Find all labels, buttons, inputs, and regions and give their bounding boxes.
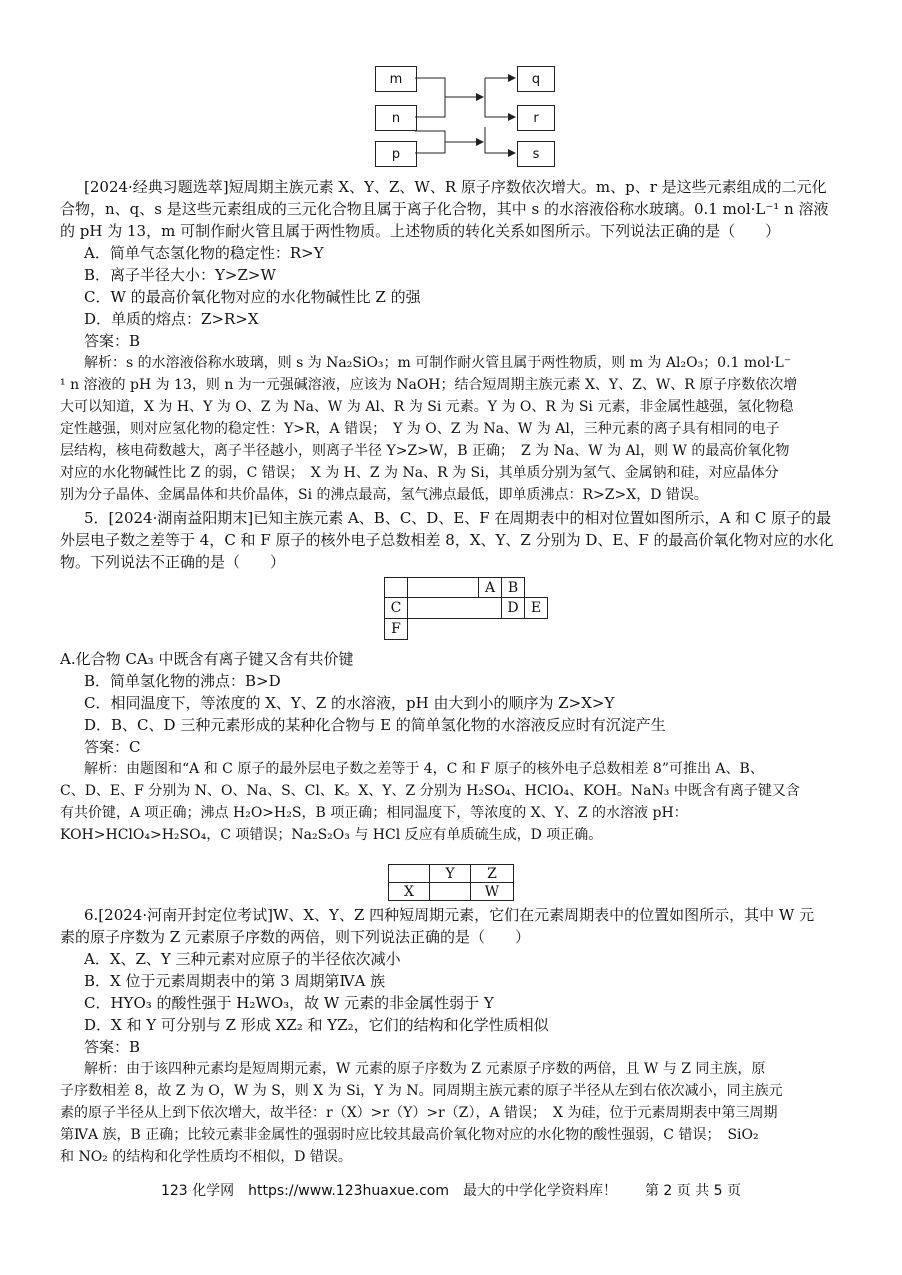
cell-d: D xyxy=(501,597,525,619)
cell-empty-1 xyxy=(388,864,430,883)
q4-stem-3: 的 pH 为 13，m 可制作耐火管且属于两性物质。上述物质的转化关系如图所示。下列说法正确的是（ ） xyxy=(60,222,781,240)
box-r: r xyxy=(517,105,555,131)
q4-option-a: A．简单气态氢化物的稳定性：R>Y xyxy=(84,244,324,262)
cell-x: X xyxy=(388,882,430,901)
q6-explanation-3: 素的原子半径从上到下依次增大，故半径：r（X）>r（Y）>r（Z），A 错误； X 为硅，位于元素周期表中第三周期 xyxy=(60,1105,778,1121)
q5-explanation-1: 解析：由题图和“A 和 C 原子的最外层电子数之差等于 4，C 和 F 原子的核外电子总数相差 8”可推出 A、B、 xyxy=(84,761,764,777)
q5-stem-3: 物。下列说法不正确的是（ ） xyxy=(60,553,286,571)
cell-z: Z xyxy=(470,864,514,883)
cell-w: W xyxy=(470,882,514,901)
cell-a: A xyxy=(478,577,502,598)
q5-option-a: A.化合物 CA₃ 中既含有离子键又含有共价键 xyxy=(60,650,354,668)
box-q: q xyxy=(517,66,555,92)
box-p: p xyxy=(375,141,417,167)
q5-explanation-4: KOH>HClO₄>H₂SO₄，C 项错误；Na₂S₂O₃ 与 HCl 反应有单质硫生成，D 项正确。 xyxy=(60,827,603,843)
q5-option-d: D．B、C、D 三种元素形成的某种化合物与 E 的简单氢化物的水溶液反应时有沉淀产生 xyxy=(84,716,666,734)
q6-explanation-2: 子序数相差 8，故 Z 为 O，W 为 S，则 X 为 Si，Y 为 N。同周期主族元素的原子半径从左到右依次减小，同主族元 xyxy=(60,1083,783,1099)
q6-stem-1: 6.[2024·河南开封定位考试]W、X、Y、Z 四种短周期元素，它们在元素周期表中的位置如图所示，其中 W 元 xyxy=(84,906,815,924)
q4-option-c: C．W 的最高价氧化物对应的水化物碱性比 Z 的强 xyxy=(84,288,421,306)
cell-f: F xyxy=(384,618,408,640)
q5-stem-1: 5．[2024·湖南益阳期末]已知主族元素 A、B、C、D、E、F 在周期表中的相对位置如图所示，A 和 C 原子的最 xyxy=(84,509,832,527)
box-n: n xyxy=(375,105,417,131)
q4-explanation-5: 层结构，核电荷数越大，离子半径越小，则离子半径 Y>Z>W，B 正确； Z 为 Na、W 为 Al，则 W 的最高价氧化物 xyxy=(60,443,790,459)
q6-explanation-4: 第ⅣA 族，B 正确；比较元素非金属性的强弱时应比较其最高价氧化物对应的水化物的酸性强弱，C 错误； SiO₂ xyxy=(60,1127,759,1143)
q5-option-c: C．相同温度下，等浓度的 X、Y、Z 的水溶液，pH 由大到小的顺序为 Z>X>Y xyxy=(84,694,615,712)
q4-explanation-1: 解析：s 的水溶液俗称水玻璃，则 s 为 Na₂SiO₃；m 可制作耐火管且属于两性物质，则 m 为 Al₂O₃；0.1 mol·L⁻ xyxy=(84,355,792,371)
q6-answer: 答案：B xyxy=(84,1038,141,1056)
cell-y: Y xyxy=(429,864,471,883)
q4-stem-2: 合物，n、q、s 是这些元素组成的三元化合物且属于离子化合物，其中 s 的水溶液俗称水玻璃。0.1 mol·L⁻¹ n 溶液 xyxy=(60,200,829,218)
page-footer: 123 化学网 https://www.123huaxue.com 最大的中学化学资料库！ 第 2 页 共 5 页 xyxy=(160,1183,742,1199)
q6-explanation-5: 和 NO₂ 的结构和化学性质均不相似，D 错误。 xyxy=(60,1149,352,1165)
q4-stem-1: [2024·经典习题选萃]短周期主族元素 X、Y、Z、W、R 原子序数依次增大。m、p、r 是这些元素组成的二元化 xyxy=(84,178,827,196)
q4-option-d: D．单质的熔点：Z>R>X xyxy=(84,310,259,328)
q4-explanation-7: 别为分子晶体、金属晶体和共价晶体，Si 的沸点最高，氢气沸点最低，即单质沸点：R>Z>X，D 错误。 xyxy=(60,487,708,503)
q5-stem-2: 外层电子数之差等于 4，C 和 F 原子的核外电子总数相差 8，X、Y、Z 分别为 D、E、F 的最高价氧化物对应的水化 xyxy=(60,531,834,549)
q6-stem-2: 素的原子序数为 Z 元素原子序数的两倍，则下列说法正确的是（ ） xyxy=(60,928,530,946)
q6-option-d: D．X 和 Y 可分别与 Z 形成 XZ₂ 和 YZ₂，它们的结构和化学性质相似 xyxy=(84,1016,549,1034)
box-s: s xyxy=(517,141,555,167)
box-m: m xyxy=(375,66,417,92)
q5-option-b: B．简单氢化物的沸点：B>D xyxy=(84,672,281,690)
cell-e: E xyxy=(524,597,548,619)
q4-explanation-2: ¹ n 溶液的 pH 为 13，则 n 为一元强碱溶液，应该为 NaOH；结合短周期主族元素 X、Y、Z、W、R 原子序数依次增 xyxy=(60,377,798,393)
q4-option-b: B．离子半径大小：Y>Z>W xyxy=(84,266,276,284)
q6-option-c: C．HYO₃ 的酸性强于 H₂WO₃，故 W 元素的非金属性弱于 Y xyxy=(84,994,494,1012)
q4-explanation-3: 大可以知道，X 为 H、Y 为 O、Z 为 Na、W 为 Al、R 为 Si 元素。Y 为 O、R 为 Si 元素，非金属性越强，氢化物稳 xyxy=(60,399,794,415)
q5-explanation-3: 有共价键，A 项正确；沸点 H₂O>H₂S，B 项正确；相同温度下，等浓度的 X、Y、Z 的水溶液 pH： xyxy=(60,805,688,821)
q4-answer: 答案：B xyxy=(84,332,141,350)
cell-empty-2 xyxy=(429,882,471,901)
q6-option-b: B．X 位于元素周期表中的第 3 周期第ⅣA 族 xyxy=(84,972,386,990)
q5-answer: 答案：C xyxy=(84,738,141,756)
q6-explanation-1: 解析：由于该四种元素均是短周期元素，W 元素的原子序数为 Z 元素原子序数的两倍，且 W 与 Z 同主族，原 xyxy=(84,1061,766,1077)
q4-explanation-4: 定性越强，则对应氢化物的稳定性：Y>R，A 错误； Y 为 O、Z 为 Na、W 为 Al，三种元素的离子具有相同的电子 xyxy=(60,421,780,437)
q5-explanation-2: C、D、E、F 分别为 N、O、Na、S、Cl、K。X、Y、Z 分别为 H₂SO₄、HClO₄、KOH。NaN₃ 中既含有离子键又含 xyxy=(60,783,800,799)
q6-option-a: A．X、Z、Y 三种元素对应原子的半径依次减小 xyxy=(84,950,401,968)
q4-explanation-6: 对应的水化物碱性比 Z 的弱，C 错误； X 为 H、Z 为 Na、R 为 Si，其单质分别为氢气、金属钠和硅，对应晶体分 xyxy=(60,465,779,481)
cell-b: B xyxy=(501,577,525,598)
cell-c: C xyxy=(384,597,408,619)
